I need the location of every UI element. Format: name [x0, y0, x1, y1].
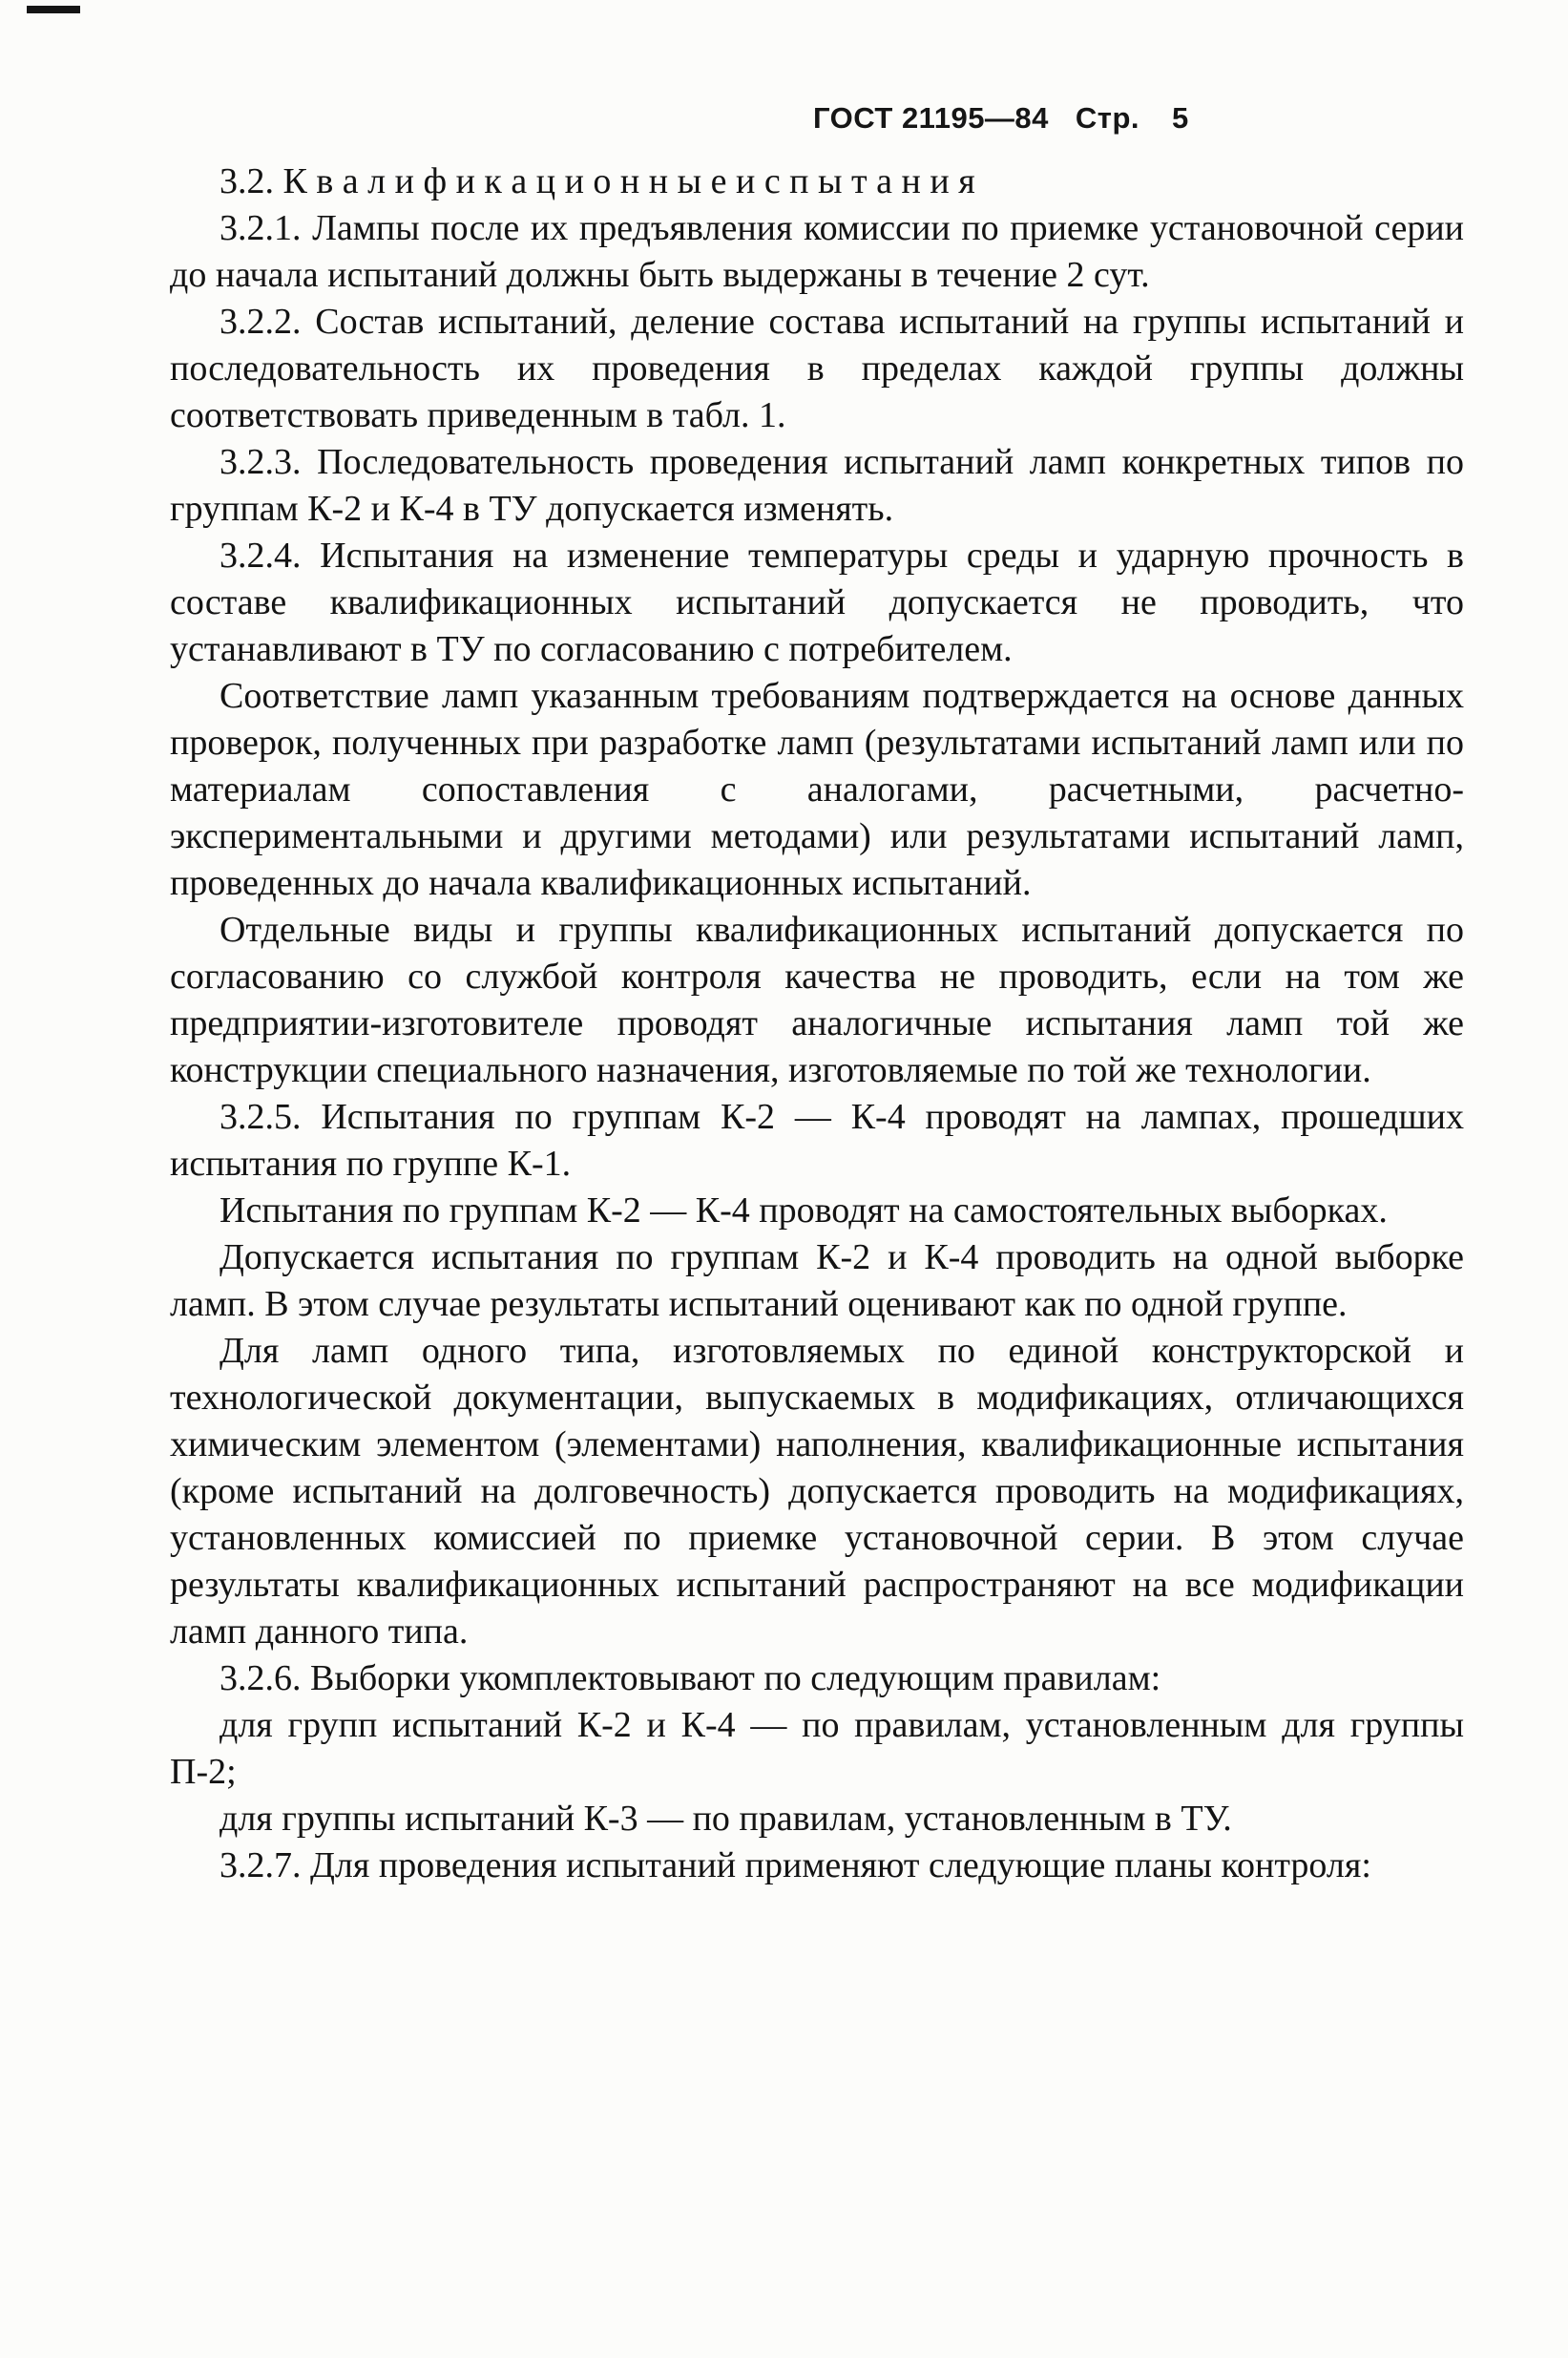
paragraph: Для ламп одного типа, изготовляемых по единой конструкторской и технологической документации, выпускаемых в модификациях, отличающихся химическим элементом (элементами) наполнения, квалификационные испытания (кроме испытаний на долговечность) допускается проводить на модификациях, установленных комиссией по приемке установочной серии. В этом случае результаты квалификационных испытаний распространяют на все модификации ламп данного типа.: [170, 1331, 1464, 1652]
paragraph: для групп испытаний К-2 и К-4 — по правилам, установленным для группы П-2;: [170, 1705, 1464, 1792]
paragraph: 3.2.4. Испытания на изменение температуры среды и ударную прочность в составе квалификационных испытаний допускается не проводить, что устанавливают в ТУ по согласованию с потребителем.: [170, 536, 1464, 669]
document-body: [170, 158, 1464, 1889]
paragraph: 3.2.2. Состав испытаний, деление состава испытаний на группы испытаний и последовательность их проведения в пределах каждой группы должны соответствовать приведенным в табл. 1.: [170, 302, 1464, 435]
paragraph: Испытания по группам К-2 — К-4 проводят на самостоятельных выборках.: [220, 1190, 1388, 1231]
paragraph: для группы испытаний К-3 — по правилам, установленным в ТУ.: [220, 1799, 1232, 1839]
paragraph: Допускается испытания по группам К-2 и К-4 проводить на одной выборке ламп. В этом случае результаты испытаний оценивают как по одной группе.: [170, 1237, 1464, 1324]
paragraph: Соответствие ламп указанным требованиям подтверждается на основе данных проверок, полученных при разработке ламп (результатами испытаний ламп или по материалам сопоставления с аналогами, расчетными, расчетно-экспериментальными и другими методами) или результатами испытаний ламп, проведенных до начала квалификационных испытаний.: [170, 676, 1464, 903]
document-code: ГОСТ 21195—84: [813, 101, 1049, 135]
page-word-label: Стр.: [1075, 101, 1140, 135]
scan-artifact-mark: [27, 6, 80, 13]
paragraph: 3.2.3. Последовательность проведения испытаний ламп конкретных типов по группам К-2 и К-4 в ТУ допускается изменять.: [170, 442, 1464, 529]
page-header: [813, 101, 1189, 136]
paragraph: 3.2.6. Выборки укомплектовывают по следующим правилам:: [220, 1658, 1161, 1698]
page-number: 5: [1172, 101, 1189, 135]
section-heading: 3.2. К в а л и ф и к а ц и о н н ы е и с п ы т а н и я: [220, 161, 975, 201]
paragraph: 3.2.5. Испытания по группам К-2 — К-4 проводят на лампах, прошедших испытания по группе К-1.: [170, 1097, 1464, 1184]
paragraph: 3.2.1. Лампы после их предъявления комиссии по приемке установочной серии до начала испытаний должны быть выдержаны в течение 2 сут.: [170, 208, 1464, 295]
paragraph: 3.2.7. Для проведения испытаний применяют следующие планы контроля:: [220, 1845, 1371, 1885]
paragraph: Отдельные виды и группы квалификационных испытаний допускается по согласованию со службой контроля качества не проводить, если на том же предприятии-изготовителе проводят аналогичные испытания ламп той же конструкции специального назначения, изготовляемые по той же технологии.: [170, 910, 1464, 1090]
